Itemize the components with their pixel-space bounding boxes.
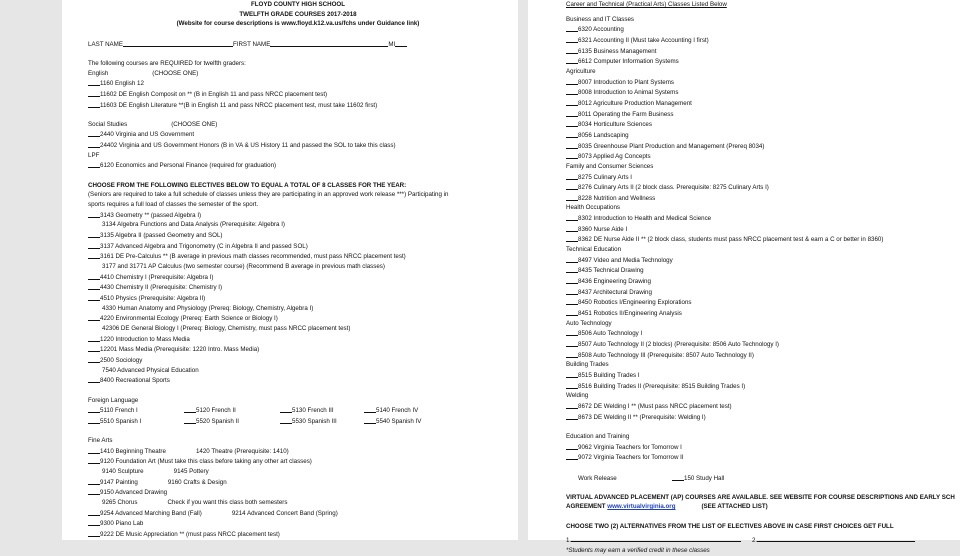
- list-item[interactable]: 2440 Virginia and US Government: [88, 129, 508, 140]
- checkbox-blank[interactable]: [88, 89, 100, 97]
- list-item[interactable]: [88, 467, 508, 477]
- list-item[interactable]: [88, 241, 508, 252]
- list-item[interactable]: [566, 297, 960, 308]
- item-label: 4410 Chemistry I (Prerequisite: Algebra I): [100, 273, 214, 281]
- list-item[interactable]: [88, 375, 508, 386]
- item-label: 8673 DE Welding II ** (Prerequisite: Welding I): [578, 413, 706, 421]
- section-heading: Technical Education: [566, 246, 622, 254]
- item-label: 4220 Environmental Ecology (Prereq: Earth Science or Biology I): [100, 315, 278, 323]
- checkbox-blank[interactable]: [566, 339, 578, 347]
- list-item[interactable]: [88, 508, 508, 519]
- checkbox-blank[interactable]: [88, 140, 100, 148]
- list-item[interactable]: [88, 262, 508, 272]
- foreign-language-row: [88, 416, 508, 427]
- cte-sections: [566, 15, 960, 423]
- list-item[interactable]: [88, 272, 508, 283]
- checkbox-blank[interactable]: [566, 255, 578, 263]
- list-item[interactable]: [88, 487, 508, 498]
- checkbox-blank[interactable]: [88, 241, 100, 249]
- section-heading: Health Occupations: [566, 204, 620, 212]
- item-label-secondary: 9214 Advanced Concert Band (Spring): [231, 509, 338, 517]
- list-item[interactable]: [88, 498, 508, 508]
- list-item[interactable]: [566, 130, 960, 141]
- personal-finance-heading: LPF: [88, 151, 100, 159]
- list-item[interactable]: Work Release: [578, 474, 617, 482]
- checkbox-blank[interactable]: [566, 56, 578, 64]
- electives-heading: CHOOSE FROM THE FOLLOWING ELECTIVES BELOW TO EQUAL A TOTAL OF 8 CLASSES FOR THE YEAR:: [88, 181, 407, 189]
- item-label: 9254 Advanced Marching Band (Fall): [100, 509, 202, 517]
- virtual-virginia-link[interactable]: www.virtualvirginia.org: [607, 503, 676, 511]
- list-item[interactable]: [566, 77, 960, 88]
- item-label: 1220 Introduction to Mass Media: [100, 335, 190, 343]
- list-item[interactable]: [566, 308, 960, 319]
- checkbox-blank[interactable]: [566, 308, 578, 316]
- list-item[interactable]: [566, 339, 960, 350]
- item-label: 8007 Introduction to Plant Systems: [578, 78, 674, 86]
- item-label: 6321 Accounting II (Must take Accounting I first): [578, 36, 709, 44]
- checkbox-blank[interactable]: [88, 78, 100, 86]
- checkbox-blank[interactable]: [566, 87, 578, 95]
- checkbox-blank[interactable]: [566, 46, 578, 54]
- virtual-ap-notice: VIRTUAL ADVANCED PLACEMENT (AP) COURSES ARE AVAILABLE. SEE WEBSITE FOR COURSE DESCRIPTIONS AND EARLY SCH: [566, 493, 955, 501]
- list-item[interactable]: 5520 Spanish II: [184, 416, 280, 427]
- course-form-page-left: [62, 0, 518, 540]
- electives-list: [88, 210, 508, 386]
- list-item[interactable]: [566, 151, 960, 162]
- list-item[interactable]: [88, 324, 508, 334]
- footnote: *Students may earn a verified credit in these classes: [566, 547, 710, 555]
- checkbox-blank[interactable]: [88, 100, 100, 108]
- checkbox-blank[interactable]: [566, 287, 578, 295]
- checkbox-blank[interactable]: [88, 251, 100, 259]
- checkbox-blank[interactable]: [88, 334, 100, 342]
- english-heading: English (CHOOSE ONE): [88, 69, 199, 77]
- list-item[interactable]: [566, 56, 960, 67]
- item-label: 8516 Building Trades II (Prerequisite: 8515 Building Trades I): [578, 382, 746, 390]
- item-label: 8008 Introduction to Animal Systems: [578, 89, 679, 97]
- checkbox-blank[interactable]: [566, 350, 578, 358]
- list-item[interactable]: [566, 46, 960, 57]
- checkbox-blank[interactable]: [566, 109, 578, 117]
- checkbox-blank[interactable]: [88, 160, 100, 168]
- list-item[interactable]: [566, 265, 960, 276]
- list-item[interactable]: [88, 293, 508, 304]
- list-item[interactable]: [566, 350, 960, 361]
- list-item[interactable]: 11603 DE English Literature **(B in English 11 and pass NRCC placement test, must take 11602 first): [88, 100, 508, 111]
- item-label: 8400 Recreational Sports: [100, 377, 170, 385]
- checkbox-blank[interactable]: [88, 508, 100, 516]
- item-label: 3161 DE Pre-Calculus ** (B average in previous math classes recommended, must pass NRCC placement test): [100, 253, 406, 261]
- list-item[interactable]: 5130 French III: [280, 405, 364, 416]
- checkbox-blank[interactable]: [88, 529, 100, 537]
- item-label: 9147 Painting: [100, 478, 138, 486]
- list-item[interactable]: [566, 109, 960, 120]
- item-label: 8507 Auto Technology II (2 blocks) (Prerequisite: 8506 Auto Technology I): [578, 341, 779, 348]
- item-label: 3134 Algebra Functions and Data Analysis (Prerequisite: Algebra I): [102, 221, 285, 229]
- alternative-2[interactable]: 2.: [752, 536, 915, 546]
- checkbox-blank[interactable]: [566, 412, 578, 420]
- list-item[interactable]: [88, 282, 508, 293]
- list-item[interactable]: [566, 401, 960, 412]
- item-label: 8436 Engineering Drawing: [578, 278, 651, 286]
- course-form-page-right: [528, 0, 960, 555]
- website-note: (Website for course descriptions is www.floyd.k12.va.us/fchs under Guidance link): [176, 20, 420, 28]
- item-label: 8056 Landscaping: [578, 131, 629, 139]
- list-item[interactable]: 5530 Spanish III: [280, 416, 364, 427]
- list-item[interactable]: 5110 French I: [88, 405, 184, 416]
- item-label: 9222 DE Music Appreciation ** (must pass NRCC placement test): [100, 531, 280, 539]
- item-label: 4330 Human Anatomy and Physiology (Prereq: Biology, Chemistry, Algebra I): [102, 304, 314, 312]
- checkbox-blank[interactable]: [566, 213, 578, 221]
- list-item[interactable]: [566, 119, 960, 130]
- list-item[interactable]: [88, 355, 508, 366]
- checkbox-blank[interactable]: [88, 293, 100, 301]
- list-item[interactable]: [566, 224, 960, 235]
- last-name-field[interactable]: [123, 39, 233, 47]
- item-label: 8302 Introduction to Health and Medical Science: [578, 215, 712, 223]
- item-label: 6135 Business Management: [578, 47, 657, 55]
- checkbox-blank[interactable]: [88, 344, 100, 352]
- item-label-secondary: Check if you want this class both semesters: [167, 499, 288, 507]
- section-heading: Welding: [566, 392, 589, 400]
- work-release-row: [566, 473, 960, 484]
- checkbox-blank[interactable]: [566, 370, 578, 378]
- item-label: 8228 Nutrition and Wellness: [578, 194, 656, 202]
- section-heading: Auto Technology: [566, 319, 612, 327]
- checkbox-blank[interactable]: [88, 446, 100, 454]
- item-label: 1410 Beginning Theatre: [100, 447, 166, 455]
- item-label: 8497 Video and Media Technology: [578, 256, 673, 264]
- item-label: 8672 DE Welding I ** (Must pass NRCC placement test): [578, 402, 732, 410]
- item-label: 8011 Operating the Farm Business: [578, 110, 674, 118]
- checkbox-blank[interactable]: [88, 518, 100, 526]
- checkbox-blank[interactable]: [566, 24, 578, 32]
- checkbox-blank[interactable]: [88, 456, 100, 464]
- list-item[interactable]: [566, 255, 960, 266]
- list-item[interactable]: [88, 344, 508, 355]
- checkbox-blank[interactable]: [88, 129, 100, 137]
- item-label: 42306 DE General Biology I (Prereq: Biology, Chemistry, must pass NRCC placement test): [102, 324, 351, 332]
- item-label: 8073 Applied Ag Concepts: [578, 153, 651, 161]
- list-item[interactable]: [566, 35, 960, 46]
- fine-arts-heading: Fine Arts: [88, 437, 113, 445]
- item-label: 3137 Advanced Algebra and Trigonometry (C in Algebra II and passed SOL): [100, 242, 308, 250]
- checkbox-blank[interactable]: [88, 477, 100, 485]
- checkbox-blank[interactable]: [566, 276, 578, 284]
- item-label: 8275 Culinary Arts I: [578, 173, 632, 181]
- item-label: 9120 Foundation Art (Must take this class before taking any other art classes): [100, 458, 312, 466]
- list-item[interactable]: [566, 141, 960, 152]
- item-label: 3135 Algebra II (passed Geometry and SOL): [100, 232, 223, 240]
- alternative-1[interactable]: 1.: [566, 536, 752, 546]
- checkbox-blank[interactable]: [566, 328, 578, 336]
- checkbox-blank[interactable]: [88, 210, 100, 218]
- item-label-secondary: 9145 Pottery: [173, 468, 209, 476]
- item-label: 6612 Computer Information Systems: [578, 58, 679, 66]
- section-heading: Family and Consumer Sciences: [566, 162, 654, 170]
- checkbox-blank[interactable]: [88, 487, 100, 495]
- foreign-language-row: [88, 405, 508, 416]
- alternatives-heading: CHOOSE TWO (2) ALTERNATIVES FROM THE LIST OF ELECTIVES ABOVE IN CASE FIRST CHOICES GET FULL: [566, 522, 894, 530]
- list-item[interactable]: 5510 Spanish I: [88, 416, 184, 427]
- item-label: 8506 Auto Technology I: [578, 330, 643, 338]
- list-item[interactable]: [88, 518, 508, 529]
- checkbox-blank[interactable]: [88, 355, 100, 363]
- list-item[interactable]: 11602 DE English Composit on ** (B in English 11 and pass NRCC placement test): [88, 89, 508, 100]
- list-item[interactable]: [566, 276, 960, 287]
- electives-note: (Seniors are required to take a full schedule of classes unless they are participating in an approved work release ***) Participating in: [88, 191, 449, 199]
- item-label: 8035 Greenhouse Plant Production and Management (Prereq 8034): [578, 142, 765, 150]
- cte-heading: Career and Technical (Practical Arts) Classes Listed Below: [566, 1, 727, 8]
- item-label: 4510 Physics (Prerequisite: Algebra II): [100, 294, 206, 302]
- item-label: 8360 Nurse Aide I: [578, 225, 628, 233]
- checkbox-blank[interactable]: [566, 35, 578, 43]
- checkbox-blank[interactable]: [88, 313, 100, 321]
- list-item[interactable]: [88, 313, 508, 324]
- checkbox-blank[interactable]: [566, 193, 578, 201]
- list-item[interactable]: 5140 French IV: [364, 405, 418, 416]
- list-item[interactable]: [88, 529, 508, 540]
- item-label: 6320 Accounting: [578, 26, 624, 34]
- list-item[interactable]: [88, 251, 508, 262]
- item-label: 4430 Chemistry II (Prerequisite: Chemistry I): [100, 284, 223, 292]
- required-intro: The following courses are REQUIRED for twelfth graders:: [88, 59, 246, 67]
- checkbox-blank[interactable]: [566, 442, 578, 450]
- list-item[interactable]: [566, 381, 960, 392]
- list-item[interactable]: [566, 182, 960, 193]
- checkbox-blank[interactable]: [566, 224, 578, 232]
- item-label: 8362 DE Nurse Aide II ** (2 block class, students must pass NRCC placement test & earn a C or better in 8360): [578, 236, 884, 244]
- alternatives-row: [566, 536, 960, 546]
- form-title: TWELFTH GRADE COURSES 2017-2018: [239, 10, 357, 18]
- first-name-field[interactable]: [270, 39, 388, 47]
- item-label: 8451 Robotics II/Engineering Analysis: [578, 310, 682, 318]
- item-label: 3143 Geometry ** (passed Algebra I): [100, 211, 202, 219]
- name-row: [88, 39, 508, 50]
- mi-label: MI: [388, 40, 396, 48]
- checkbox-blank[interactable]: [566, 77, 578, 85]
- item-label-secondary: 9160 Crafts & Design: [167, 478, 227, 486]
- list-item[interactable]: [566, 234, 960, 245]
- social-studies-heading: Social Studies (CHOOSE ONE): [88, 120, 218, 128]
- list-item[interactable]: [88, 446, 508, 457]
- item-label: 2500 Sociology: [100, 356, 143, 364]
- list-item[interactable]: 5120 French II: [184, 405, 280, 416]
- list-item[interactable]: [88, 230, 508, 241]
- list-item[interactable]: 9072 Virginia Teachers for Tomorrow II: [566, 452, 960, 463]
- checkbox-blank[interactable]: [88, 375, 100, 383]
- item-label: 8034 Horticulture Sciences: [578, 121, 652, 129]
- list-item[interactable]: 24402 Virginia and US Government Honors (B in VA & US History 11 and passed the SOL to take this class): [88, 140, 508, 151]
- virtual-ap-notice-2: AGREEMENT www.virtualvirginia.org (SEE ATTACHED LIST): [566, 503, 768, 511]
- list-item[interactable]: 9062 Virginia Teachers for Tomorrow I: [566, 442, 960, 453]
- english-list: [88, 78, 508, 110]
- list-item[interactable]: [566, 193, 960, 204]
- checkbox-blank[interactable]: [566, 234, 578, 242]
- checkbox-blank[interactable]: [566, 130, 578, 138]
- fine-arts-list: [88, 446, 508, 540]
- item-label: 9300 Piano Lab: [100, 520, 144, 528]
- checkbox-blank[interactable]: [566, 452, 578, 460]
- list-item[interactable]: 6120 Economics and Personal Finance (required for graduation): [88, 160, 508, 171]
- list-item[interactable]: 1160 English 12: [88, 78, 508, 89]
- list-item[interactable]: 5540 Spanish IV: [364, 416, 421, 427]
- list-item[interactable]: [88, 477, 508, 488]
- checkbox-blank[interactable]: [566, 297, 578, 305]
- list-item[interactable]: [566, 412, 960, 423]
- item-label: 9265 Chorus: [102, 499, 138, 507]
- list-item[interactable]: 150 Study Hall: [672, 473, 724, 484]
- item-label: 8508 Auto Technology III (Prerequisite: 8507 Auto Technology II): [578, 351, 754, 359]
- checkbox-blank[interactable]: [566, 151, 578, 159]
- school-name: FLOYD COUNTY HIGH SCHOOL: [250, 1, 346, 8]
- item-label: 8450 Robotics I/Engineering Explorations: [578, 299, 692, 307]
- item-label: 8276 Culinary Arts II (2 block class. Prerequisite: 8275 Culinary Arts I): [578, 184, 769, 192]
- list-item[interactable]: [566, 287, 960, 298]
- item-label: 8012 Agriculture Production Management: [578, 99, 692, 107]
- list-item[interactable]: [88, 366, 508, 376]
- item-label: 9140 Sculpture: [102, 468, 144, 476]
- list-item[interactable]: [566, 370, 960, 381]
- checkbox-blank[interactable]: [88, 272, 100, 280]
- checkbox-blank[interactable]: [566, 265, 578, 273]
- list-item[interactable]: [88, 210, 508, 221]
- section-heading: Building Trades: [566, 361, 609, 369]
- list-item[interactable]: [88, 220, 508, 230]
- item-label: 9150 Advanced Drawing: [100, 489, 168, 497]
- item-label: 7540 Advanced Physical Education: [102, 366, 199, 374]
- list-item[interactable]: [88, 304, 508, 314]
- electives-note: sports requires a full load of classes the semester of the sport.: [88, 201, 259, 209]
- checkbox-blank[interactable]: [566, 119, 578, 127]
- education-heading: Education and Training: [566, 432, 630, 440]
- checkbox-blank[interactable]: [566, 172, 578, 180]
- foreign-language-heading: Foreign Language: [88, 396, 139, 404]
- list-item[interactable]: [566, 98, 960, 109]
- list-item[interactable]: [88, 334, 508, 345]
- section-heading: Agriculture: [566, 67, 596, 75]
- list-item[interactable]: [566, 328, 960, 339]
- list-item[interactable]: [566, 213, 960, 224]
- first-name-label: FIRST NAME: [232, 40, 271, 48]
- list-item[interactable]: [566, 24, 960, 35]
- item-label: 3177 and 31771 AP Calculus (two semester course) (Recommend B average in previous math classes): [102, 263, 385, 270]
- mi-field[interactable]: [395, 39, 407, 47]
- item-label: 12201 Mass Media (Prerequisite: 1220 Intro. Mass Media): [100, 346, 260, 354]
- section-heading: Business and IT Classes: [566, 15, 634, 23]
- checkbox-blank[interactable]: [88, 282, 100, 290]
- checkbox-blank[interactable]: [566, 381, 578, 389]
- item-label: 8437 Architectural Drawing: [578, 288, 652, 296]
- checkbox-blank[interactable]: [566, 401, 578, 409]
- item-label-secondary: 1420 Theatre (Prerequisite: 1410): [195, 447, 289, 455]
- item-label: 8435 Technical Drawing: [578, 267, 644, 275]
- list-item[interactable]: [88, 456, 508, 467]
- item-label: 8515 Building Trades I: [578, 371, 640, 379]
- checkbox-blank[interactable]: [566, 141, 578, 149]
- last-name-label: LAST NAME: [88, 40, 123, 48]
- checkbox-blank[interactable]: [566, 182, 578, 190]
- list-item[interactable]: [566, 172, 960, 183]
- checkbox-blank[interactable]: [566, 98, 578, 106]
- list-item[interactable]: [566, 87, 960, 98]
- checkbox-blank[interactable]: [88, 230, 100, 238]
